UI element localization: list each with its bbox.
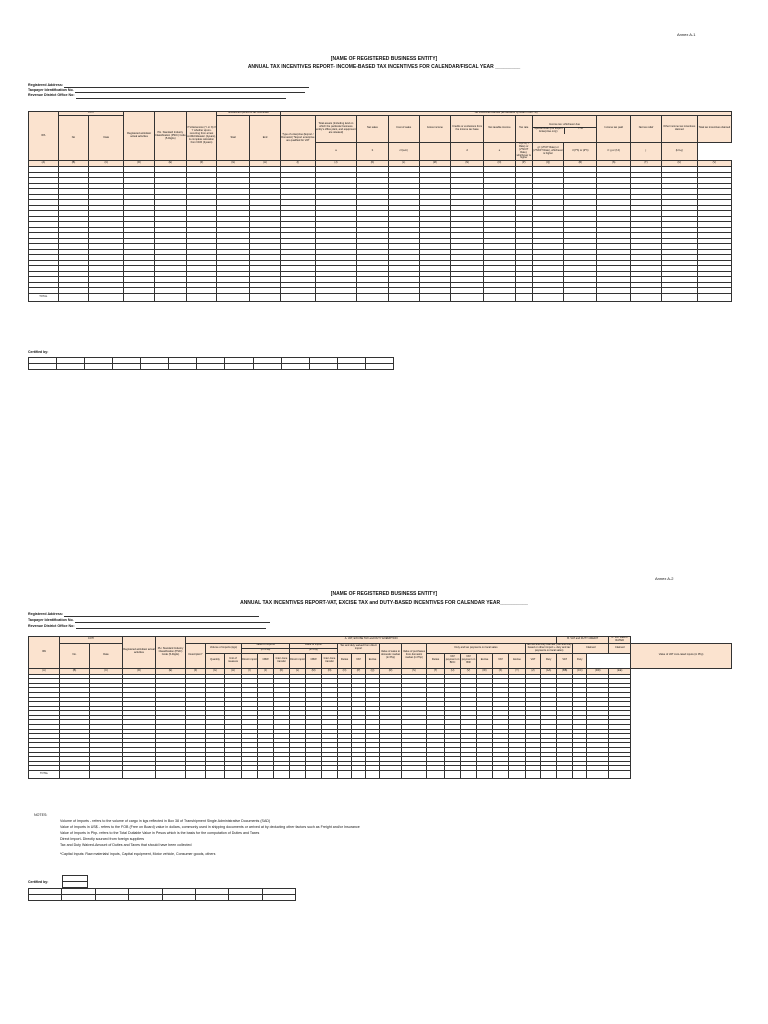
tin-label-2: Taxpayer Identification No.: [28, 618, 74, 622]
column-label: (D): [123, 668, 156, 674]
formula-f: f=(c*d)*f Rate) or (c*NCIT Rate), whichever is higher: [516, 142, 531, 160]
certified-cell[interactable]: [365, 364, 393, 370]
subheader-cell: Duty: [573, 653, 587, 668]
column-label: (M): [306, 668, 322, 674]
column-label: (B): [60, 668, 90, 674]
note-item: Volume of Imports - refers to the volume of cargo in kgs reflected in Box 38 of Transhipment Single Administrative Documents (SAD): [60, 819, 271, 823]
total-cell[interactable]: [90, 771, 123, 779]
column-label: (EE): [609, 668, 631, 674]
formula-a: a: [315, 142, 356, 160]
column-label: (G): [206, 668, 225, 674]
p2-header-tax-waived: Tax and duty waived from direct import: [338, 643, 380, 653]
certified-cell[interactable]: [62, 895, 95, 901]
column-label: (L): [388, 161, 419, 167]
total-row: [29, 771, 732, 779]
certified-cell[interactable]: [195, 895, 228, 901]
p2-header-psic: PH. Standard Industry Classification (PSIC) Code (5-Digits): [156, 637, 186, 669]
column-label: (A): [29, 668, 60, 674]
formula-i: i= g or (f-h): [597, 142, 631, 160]
column-label: (O): [338, 668, 352, 674]
total-cell[interactable]: [156, 771, 186, 779]
total-cell[interactable]: [186, 293, 217, 301]
column-label: (C): [90, 668, 123, 674]
total-cell[interactable]: [306, 771, 322, 779]
header-net-tax-relief: Net tax relief: [631, 115, 662, 142]
subheader-cell: Excise: [477, 653, 493, 668]
p2-group-vat-excise: A. VAT, EXCISE TAX and DUTY EXEMPTION: [186, 637, 557, 644]
column-label: (C): [89, 161, 124, 167]
total-cell[interactable]: [60, 771, 90, 779]
total-cell[interactable]: [225, 771, 242, 779]
subheader-cell: Inter-zone transfer: [322, 653, 338, 668]
subheader-cell: Excise: [366, 653, 380, 668]
column-label: (I): [280, 161, 315, 167]
total-cell[interactable]: [338, 771, 352, 779]
p2-group-coti: COTI: [60, 637, 123, 644]
total-cell[interactable]: [541, 771, 557, 779]
column-label: (F): [186, 668, 206, 674]
header-other-incentives: Other income tax incentives claimed: [661, 115, 697, 142]
column-label: (U): [661, 161, 697, 167]
p2-header-ipa: IPA: [29, 637, 60, 669]
total-cell[interactable]: [477, 771, 493, 779]
column-label: (V): [461, 668, 477, 674]
header-ith-extension: ITH Extension (Y or N) If Y whether a)non-recurring from arrest conflict/disaster (2years), & complete relocation from NCR (3years): [186, 112, 217, 161]
column-label: (P): [352, 668, 366, 674]
certified-cell[interactable]: [309, 364, 337, 370]
column-label: (B): [58, 161, 89, 167]
header-tax-rate: Tax rate: [515, 115, 532, 142]
group-incentives-claimed: Tax incentives claimed (as declared by RBE in the ITR): [280, 112, 731, 116]
column-label: (Q): [366, 668, 380, 674]
certified-row: [29, 895, 296, 901]
total-label: TOTAL: [29, 771, 60, 779]
total-cell[interactable]: [380, 771, 402, 779]
column-label: (X): [493, 668, 509, 674]
subheader-cell: VAT: [526, 653, 541, 668]
certified-cell[interactable]: [95, 895, 128, 901]
formula-d: d: [451, 142, 484, 160]
subheader-cell: Excise: [509, 653, 526, 668]
total-cell[interactable]: [274, 771, 290, 779]
header-coti-no: No: [58, 115, 89, 160]
rdo-field-2[interactable]: [76, 628, 266, 629]
note-item: Direct Import- Directly sourced from foreign suppliers: [60, 837, 145, 841]
total-cell[interactable]: [154, 293, 186, 301]
total-cell[interactable]: [366, 771, 380, 779]
subheader-cell: Unit of measure: [225, 653, 242, 668]
certified-cell[interactable]: [281, 364, 309, 370]
total-cell[interactable]: [250, 293, 281, 301]
p2-group-vat-credit: B. VAT and DUTY CREDIT: [557, 637, 609, 644]
header-end: End: [250, 115, 281, 160]
column-label: (N): [451, 161, 484, 167]
total-cell[interactable]: [388, 293, 419, 301]
formula-g: g= (d*CIT Rate) or (c*MCIT Rate), whichever is higher: [532, 142, 564, 160]
column-label: (AA): [541, 668, 557, 674]
header-net-sales: Net sales: [357, 115, 389, 142]
certified-cell[interactable]: [262, 895, 295, 901]
registered-address-label: Registered Address:: [28, 83, 64, 87]
certified-cell[interactable]: [29, 895, 62, 901]
subheader-cell: VAT: [352, 653, 366, 668]
header-start: Start: [217, 115, 250, 160]
total-cell[interactable]: [515, 293, 532, 301]
total-cell[interactable]: [290, 771, 306, 779]
subheader-cell: Inter-zone transfer: [274, 653, 290, 668]
subheader-cell: VAT: [557, 653, 573, 668]
p2-header-value-import: Value of import: [290, 643, 338, 648]
page1-title-entity: [NAME OF REGISTERED BUSINESS ENTITY]: [330, 56, 438, 62]
income-tax-due-label: Income tax: whichever due: [533, 124, 597, 128]
total-cell[interactable]: [242, 771, 258, 779]
total-cell[interactable]: [258, 771, 274, 779]
total-cell[interactable]: [280, 293, 315, 301]
total-cell[interactable]: [402, 771, 427, 779]
column-label: (D): [124, 161, 155, 167]
page2-certified-label: Certified by:: [28, 880, 49, 884]
column-label: (E): [156, 668, 186, 674]
column-label: (J): [315, 161, 356, 167]
certified-cell[interactable]: [337, 364, 365, 370]
header-special-rate: Special Rate (For Export Enterprise only): [533, 128, 565, 134]
note-item: Value of Imports in US$ - refers to the FOB (Free on Board) value in dollars, commonly used in shipping documents or arrived at by deducting other factors such as Freight and/or Insurance: [60, 825, 360, 829]
header-total-assets: Total assets (Including land on which the particular business entity's office plant, and equipment are situated): [315, 115, 356, 142]
page1-title-report: ANNUAL TAX INCENTIVES REPORT- INCOME-BASED TAX INCENTIVES FOR CALENDAR/FISCAL YEAR _________: [247, 64, 521, 70]
total-cell[interactable]: [587, 771, 609, 779]
total-cell[interactable]: [461, 771, 477, 779]
certified-cell[interactable]: [29, 364, 57, 370]
total-cell[interactable]: [526, 771, 541, 779]
column-label: (I): [242, 668, 258, 674]
rdo-label-2: Revenue District Office No:: [28, 624, 75, 628]
rdo-label: Revenue District Office No:: [28, 93, 75, 98]
certified-cell[interactable]: [113, 364, 141, 370]
formula-e: e: [484, 142, 516, 160]
total-cell[interactable]: [322, 771, 338, 779]
header-ith: ITH: [578, 126, 583, 130]
page1-certified-table: [28, 357, 394, 370]
p2-header-sales-domestic: Value of sales to domestic market (in Php): [380, 643, 402, 668]
p2-header-no: No.: [60, 643, 90, 668]
column-label: (S): [597, 161, 631, 167]
total-cell[interactable]: [532, 293, 564, 301]
total-cell[interactable]: [564, 293, 597, 301]
notes-label: NOTES:: [34, 813, 48, 817]
certified-cell[interactable]: [229, 895, 262, 901]
p2-header-claimed-2: Claimed: [609, 643, 631, 653]
total-cell[interactable]: [58, 293, 89, 301]
subheader-cell: Duties: [338, 653, 352, 668]
column-label: (E): [154, 161, 186, 167]
certified-box-cell[interactable]: [63, 882, 88, 888]
note-item: Value of Imports in Php- refers to the Total Dutiable Value in Pesos which is the basis for the computation of Duties and Taxes: [60, 831, 260, 835]
certified-cell[interactable]: [57, 364, 85, 370]
column-label: (M): [419, 161, 451, 167]
formula-j: j: [631, 142, 662, 160]
total-cell[interactable]: [661, 293, 697, 301]
group-coti: COTI: [58, 112, 124, 116]
p2-group-vat-zero: C. VAT ZERO-RATED: [609, 637, 631, 644]
total-cell[interactable]: [484, 293, 516, 301]
subheader-cell: VAT payment on BIR: [461, 653, 477, 668]
column-label: (K): [357, 161, 389, 167]
total-cell[interactable]: [631, 293, 662, 301]
income-tax-incentives-table: [28, 111, 732, 302]
header-income-tax-paid: Income tax paid: [597, 115, 631, 142]
header-registered-activities: Registered activities/ actual activities: [124, 112, 155, 161]
column-label: (F): [186, 161, 217, 167]
total-cell[interactable]: [357, 293, 389, 301]
vat-excise-duty-table: [28, 636, 732, 779]
column-label: (R): [380, 668, 402, 674]
header-total-claimed: Total tax incentives claimed: [697, 115, 731, 142]
formula-b: b: [357, 142, 389, 160]
total-cell[interactable]: [573, 771, 587, 779]
column-label: (V): [697, 161, 731, 167]
subheader-cell: Quantity: [206, 653, 225, 668]
page1-certified-label: Certified by:: [28, 350, 49, 354]
subheader-cell: VAT payment on BOC: [445, 653, 461, 668]
subheader-cell: Direct import: [242, 653, 258, 668]
header-gross-income: Gross income: [419, 115, 451, 142]
column-label: (L): [290, 668, 306, 674]
certified-cell[interactable]: [197, 364, 225, 370]
formula-c: c=(a-b): [388, 142, 419, 160]
total-cell[interactable]: [509, 771, 526, 779]
note-item: Tax and Duty Waived-Amount of Duties and Taxes that should have been collected: [60, 843, 192, 847]
total-cell[interactable]: [609, 771, 631, 779]
total-cell[interactable]: [315, 293, 356, 301]
column-label: (J): [258, 668, 274, 674]
column-label: (P): [515, 161, 532, 167]
column-label: (DD): [587, 668, 609, 674]
total-cell[interactable]: [217, 293, 250, 301]
group-entitlement: Entitlement period of tax incentives: [217, 112, 281, 116]
column-label: (S): [402, 668, 427, 674]
column-label: (Y): [509, 668, 526, 674]
column-label: (T): [427, 668, 445, 674]
rdo-field[interactable]: [76, 98, 286, 99]
column-label: (G): [217, 161, 250, 167]
certified-cell[interactable]: [85, 364, 113, 370]
column-label: (O): [484, 161, 516, 167]
header-net-taxable: Net taxable income: [484, 115, 516, 142]
p2-header-zero-rated: Value of VAT zero-rated inputs (in Php): [631, 643, 732, 668]
p2-header-date: Date: [90, 643, 123, 668]
certified-row: [29, 364, 394, 370]
p2-header-claimed-1: Claimed: [573, 643, 609, 653]
total-cell[interactable]: [597, 293, 631, 301]
certified-cell[interactable]: [169, 364, 197, 370]
p2-header-description: Description*: [186, 643, 206, 668]
header-psic: PH. Standard Industry Classification (PSIC) Code (5-Digits): [154, 112, 186, 161]
certified-cell[interactable]: [253, 364, 281, 370]
header-ipa: IPA: [29, 112, 59, 161]
total-cell[interactable]: [352, 771, 366, 779]
total-label: TOTAL: [29, 293, 59, 301]
group-income-tax-due: [532, 115, 597, 142]
header-type-enterprise: Type of enterprise (Export / Domestic) *Export enterprise are qualified for VAT: [280, 115, 315, 160]
total-row: [29, 293, 732, 301]
tin-label: Taxpayer Identification No.: [28, 88, 74, 93]
header-credits: Credits or exclusions from the income tax base: [451, 115, 484, 142]
p2-header-volume: Volume of imports (kgs): [206, 643, 242, 653]
total-cell[interactable]: [557, 771, 573, 779]
total-cell[interactable]: [123, 771, 156, 779]
total-cell[interactable]: [186, 771, 206, 779]
p2-header-activities: Registered activities/ actual activities: [123, 637, 156, 669]
note-item: *Capital Inputs: Raw materials/ inputs, Capital equipment, Motor vehicle, Consumer goods, others: [60, 852, 216, 856]
total-cell[interactable]: [124, 293, 155, 301]
p2-header-purchases-domestic: Value of purchases from domestic market (in Php): [402, 643, 427, 668]
header-coti-date: Date: [89, 115, 124, 160]
column-label: (A): [29, 161, 59, 167]
registered-address-label-2: Registered Address:: [28, 612, 64, 616]
certified-cell[interactable]: [129, 895, 162, 901]
subheader-cell: Duty: [541, 653, 557, 668]
subheader-cell: Duties: [427, 653, 445, 668]
total-cell[interactable]: [89, 293, 124, 301]
column-label: (T): [631, 161, 662, 167]
total-cell[interactable]: [445, 771, 461, 779]
column-label: (K): [274, 668, 290, 674]
p2-header-usd: (in US$): [242, 648, 290, 653]
total-cell[interactable]: [206, 771, 225, 779]
annex-a2-label: Annex A-2: [655, 576, 674, 581]
column-label: (Q): [532, 161, 564, 167]
page2-title-report: ANNUAL TAX INCENTIVES REPORT-VAT, EXCISE TAX and DUTY-BASED INCENTIVES FOR CALENDAR YEAR__________: [240, 600, 528, 606]
subheader-cell: Direct import: [290, 653, 306, 668]
subheader-cell: CBW: [258, 653, 274, 668]
total-cell[interactable]: [493, 771, 509, 779]
total-cell[interactable]: [451, 293, 484, 301]
column-label: (CC): [573, 668, 587, 674]
page1-meta: [28, 83, 309, 99]
column-label: (H): [225, 668, 242, 674]
certified-cell[interactable]: [162, 895, 195, 901]
column-label: (H): [250, 161, 281, 167]
certified-cell[interactable]: [225, 364, 253, 370]
page2-title-entity: [NAME OF REGISTERED BUSINESS ENTITY]: [330, 591, 438, 597]
p2-header-net-claimed: Net tax and duty claimed (Tax and duty based on direct import + duty and tax payments on local sales): [526, 643, 572, 652]
p2-header-value-imports: Value of imports: [242, 643, 290, 648]
formula-k: (k=i+j): [661, 142, 697, 160]
certified-cell[interactable]: [141, 364, 169, 370]
annex-a1-label: Annex A-1: [677, 32, 696, 37]
subheader-cell: CBW: [306, 653, 322, 668]
p2-header-local-sales: Duty and tax payments on local sales: [427, 643, 526, 653]
column-label: (BB): [557, 668, 573, 674]
p2-header-php: (in Php): [290, 648, 338, 653]
page2-meta: [28, 611, 270, 629]
column-label: (W): [477, 668, 493, 674]
formula-h: i=(f*h) or (d*h): [564, 142, 597, 160]
column-label: (U): [445, 668, 461, 674]
column-label: (N): [322, 668, 338, 674]
page2-certified-box: [62, 875, 88, 888]
column-label: (Z): [526, 668, 541, 674]
subheader-cell: VAT: [493, 653, 509, 668]
header-cost-sales: Cost of sales: [388, 115, 419, 142]
page2-certified-table: [28, 888, 296, 901]
formula-blank: [419, 142, 451, 160]
column-label: (R): [564, 161, 597, 167]
page2-notes: [34, 812, 360, 857]
total-cell[interactable]: [697, 293, 731, 301]
total-cell[interactable]: [427, 771, 445, 779]
total-cell[interactable]: [419, 293, 451, 301]
